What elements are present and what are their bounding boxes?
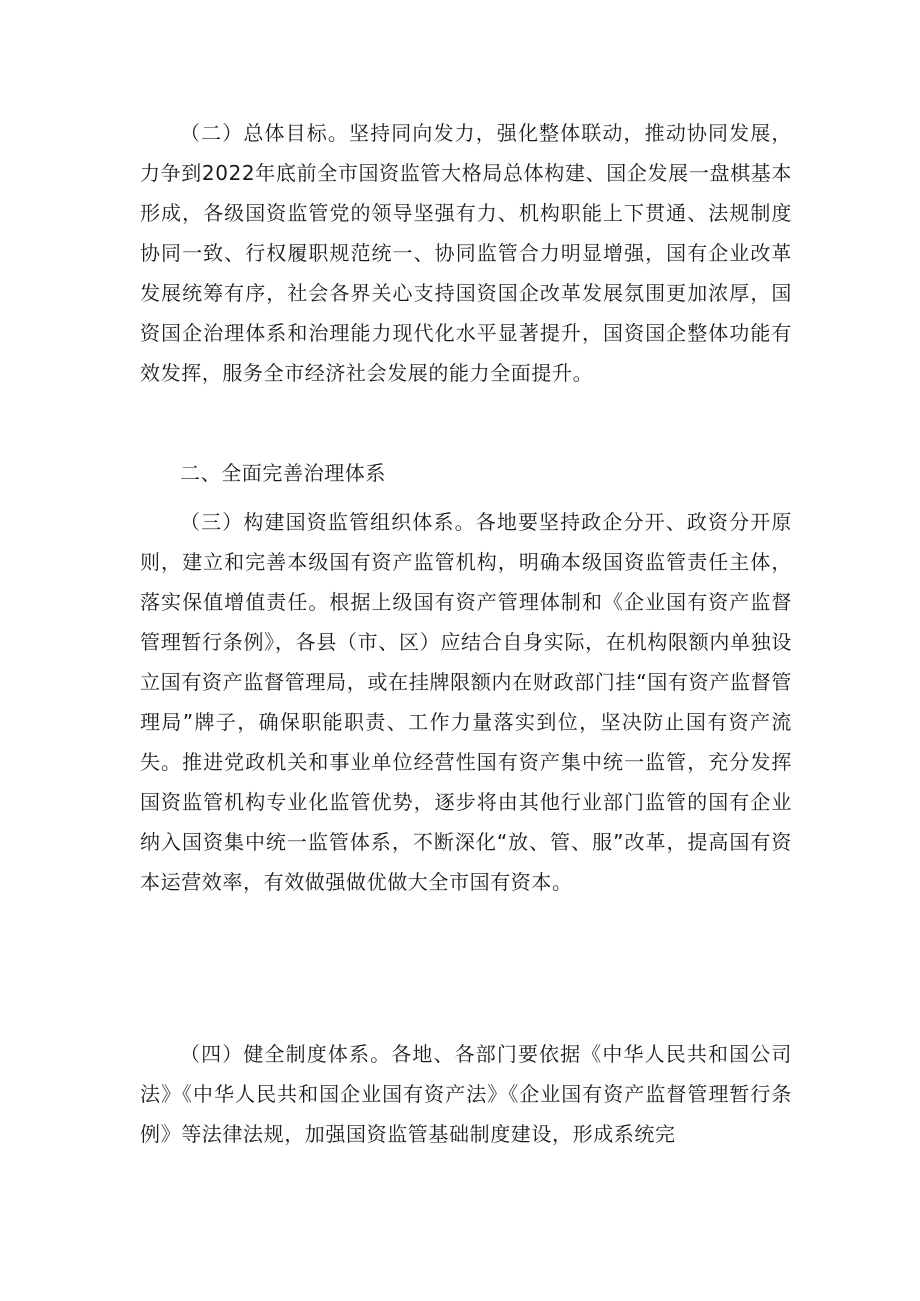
- paragraph-rules-system: （四）健全制度体系。各地、各部门要依据《中华人民共和国公司法》《中华人民共和国企业国有资产法》《企业国有资产监督管理暂行条例》等法律法规，加强国资监管基础制度建设，形成系统完: [140, 1042, 792, 1146]
- paragraph-organization-system: （三）构建国资监管组织体系。各地要坚持政企分开、政资分开原则，建立和完善本级国有资产监管机构，明确本级国资监管责任主体，落实保值增值责任。根据上级国有资产管理体制和《企业国有资产监督管理暂行条例》，各县（市、区）应结合自身实际，在机构限额内单独设立国有资产监督管理局，或在挂牌限额内在财政部门挂“国有资产监督管理局”牌子，确保职能职责、工作力量落实到位，坚决防止国有资产流失。推进党政机关和事业单位经营性国有资产集中统一监管，充分发挥国资监管机构专业化监管优势，逐步将由其他行业部门监管的国有企业纳入国资集中统一监管体系，不断深化“放、管、服”改革，提高国有资本运营效率，有效做强做优做大全市国有资本。: [140, 510, 792, 894]
- paragraph-overall-goals: （二）总体目标。坚持同向发力，强化整体联动，推动协同发展，力争到2022年底前全市国资监管大格局总体构建、国企发展一盘棋基本形成，各级国资监管党的领导坚强有力、机构职能上下贯通、法规制度协同一致、行权履职规范统一、协同监管合力明显增强，国有企业改革发展统筹有序，社会各界关心支持国资国企改革发展氛围更加浓厚，国资国企治理体系和治理能力现代化水平显著提升，国资国企整体功能有效发挥，服务全市经济社会发展的能力全面提升。: [140, 121, 792, 385]
- section-heading: 二、全面完善治理体系: [180, 461, 386, 485]
